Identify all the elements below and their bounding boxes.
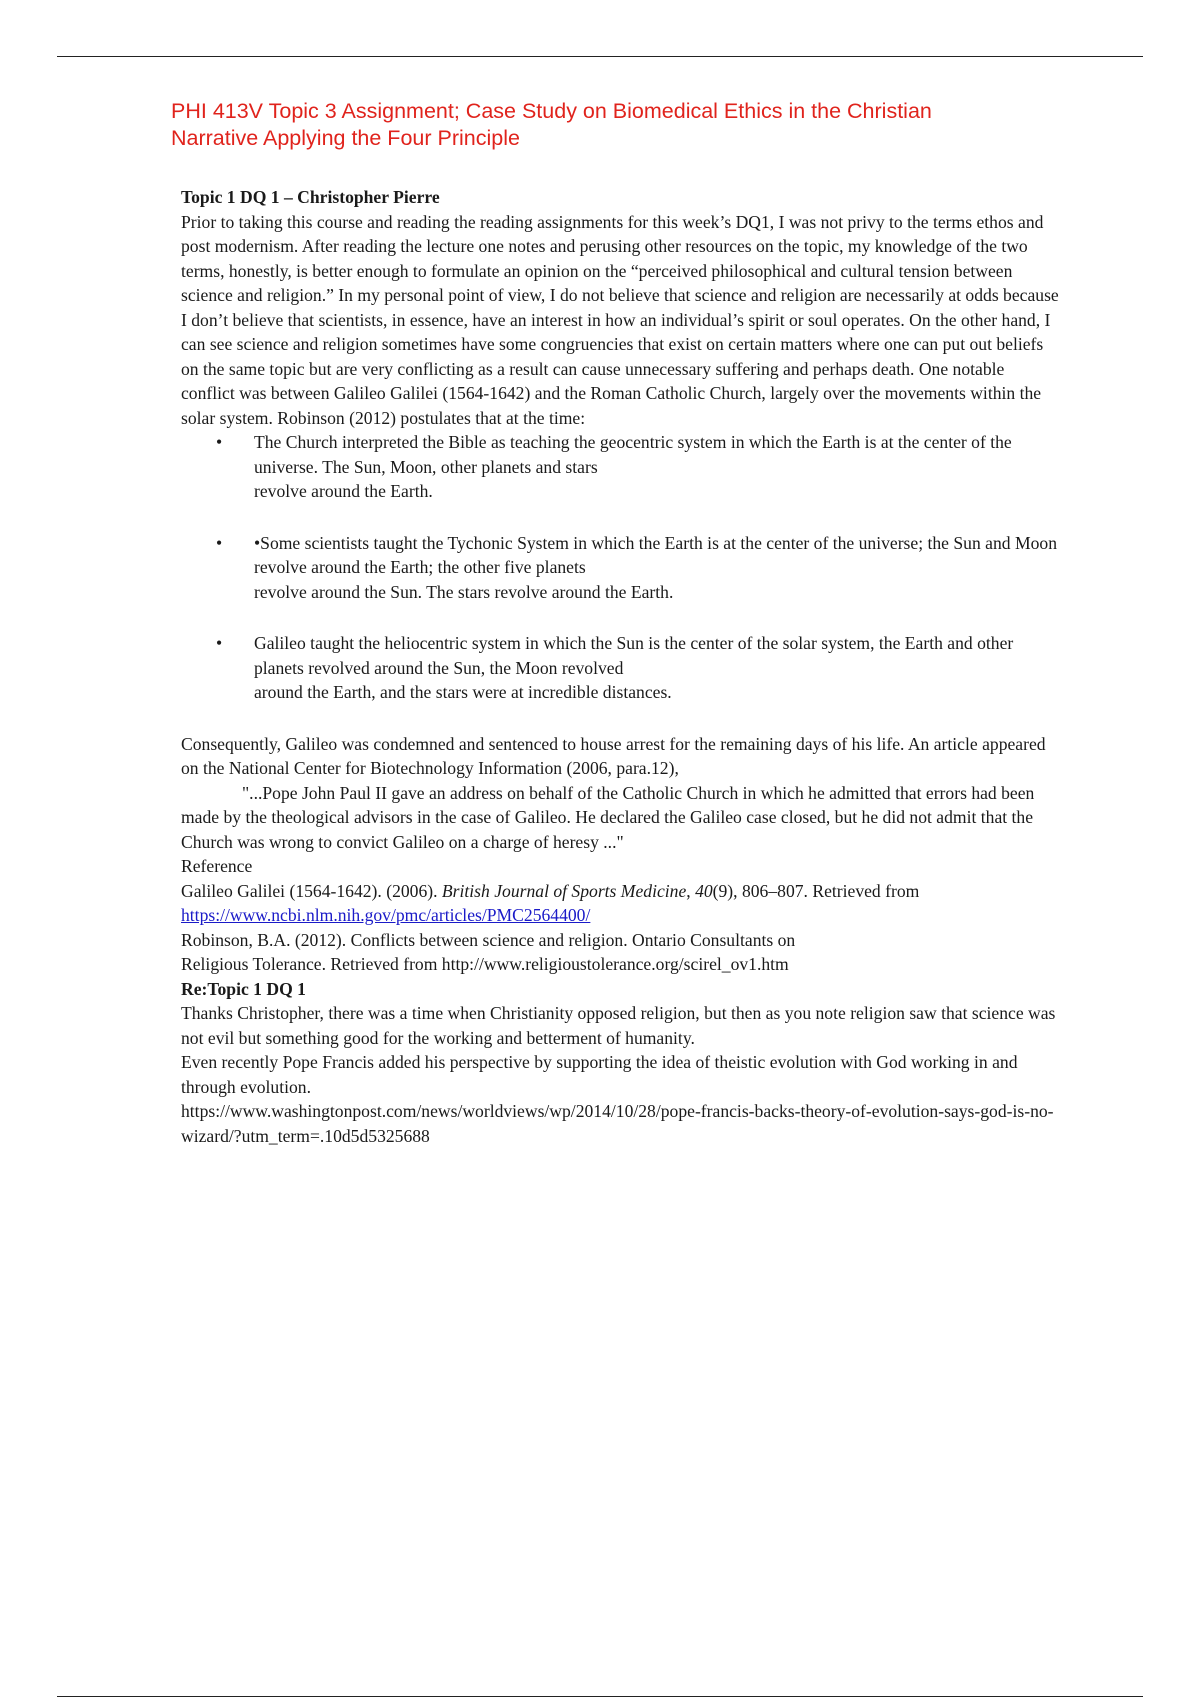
bullet-text: Galileo taught the heliocentric system in which the Sun is the center of the solar system, the Earth and other planets revolved around the Sun, the Moon revolved	[254, 633, 1014, 678]
reference-author-year: Galileo Galilei (1564-1642). (2006).	[181, 880, 442, 901]
list-item	[181, 430, 1061, 504]
intro-paragraph: Prior to taking this course and reading the reading assignments for this week’s DQ1, I was not privy to the terms ethos and post modernism. After reading the lecture one notes and perusing other resources on the topic, my knowledge of the two terms, honestly, is better enough to formulate an opinion on the “perceived philosophical and cultural tension between science and religion.” In my personal point of view, I do not believe that science and religion are necessarily at odds because I don’t believe that scientists, in essence, have an interest in how an individual’s spirit or soul operates. On the other hand, I can see science and religion sometimes have some congruencies that exist on certain matters where one can put out beliefs on the same topic but are very conflicting as a result can cause unnecessary suffering and perhaps death. One notable conflict was between Galileo Galilei (1564-1642) and the Roman Catholic Church, largely over the movements within the solar system. Robinson (2012) postulates that at the time:	[181, 211, 1059, 428]
reply-paragraph-1: Thanks Christopher, there was a time when Christianity opposed religion, but then as you note religion saw that science was not evil but something good for the working and betterment of humanity.	[181, 1003, 1056, 1048]
bullet-marker: •	[216, 432, 223, 452]
reference-volume: 40	[695, 880, 713, 901]
reference-2-line-2: Religious Tolerance. Retrieved from http://www.religioustolerance.org/scirel_ov1.htm	[181, 954, 789, 974]
reply-url: https://www.washingtonpost.com/news/worldviews/wp/2014/10/28/pope-francis-backs-theory-of-evolution-says-god-is-no-wizard/?utm_term=.10d5d5325688	[181, 1101, 1054, 1146]
document-body	[181, 185, 1061, 1148]
reference-heading: Reference	[181, 856, 253, 876]
reference-pages: (9), 806–807. Retrieved from	[712, 880, 920, 901]
bullet-list	[181, 430, 1061, 705]
post-heading: Topic 1 DQ 1 – Christopher Pierre	[181, 187, 440, 207]
reference-separator: ,	[686, 880, 696, 901]
document-title	[171, 98, 1071, 152]
title-line-1: PHI 413V Topic 3 Assignment; Case Study on Biomedical Ethics in the Christian	[171, 99, 932, 123]
reply-paragraph-2: Even recently Pope Francis added his perspective by supporting the idea of theistic evolution with God working in and through evolution.	[181, 1052, 1018, 1097]
bullet-text-continued: revolve around the Earth.	[254, 481, 433, 501]
bullet-marker: •	[216, 532, 223, 553]
block-quote: "...Pope John Paul II gave an address on behalf of the Catholic Church in which he admitted that errors had been made by the theological advisors in the case of Galileo. He declared the Galileo case closed, but he did not admit that the Church was wrong to convict Galileo on a charge of heresy ..."	[181, 782, 1035, 852]
bullet-text: •Some scientists taught the Tychonic System in which the Earth is at the center of the universe; the Sun and Moon revolve around the Earth; the other five planets	[254, 532, 1058, 577]
bullet-text-continued: around the Earth, and the stars were at incredible distances.	[254, 682, 672, 702]
reference-entry-1	[181, 879, 1061, 928]
top-rule	[57, 56, 1143, 57]
bullet-text-continued: revolve around the Sun. The stars revolve around the Earth.	[254, 581, 674, 602]
list-item	[181, 631, 1061, 705]
list-item	[181, 531, 1061, 605]
title-line-2: Narrative Applying the Four Principle	[171, 126, 520, 150]
reference-entry-2	[181, 928, 1061, 977]
reference-link[interactable]: https://www.ncbi.nlm.nih.gov/pmc/articles/PMC2564400/	[181, 905, 591, 925]
bottom-rule	[57, 1696, 1143, 1697]
reply-heading: Re:Topic 1 DQ 1	[181, 978, 306, 999]
bullet-text: The Church interpreted the Bible as teaching the geocentric system in which the Earth is at the center of the universe. The Sun, Moon, other planets and stars	[254, 432, 1012, 477]
consequence-paragraph: Consequently, Galileo was condemned and sentenced to house arrest for the remaining days of his life. An article appeared on the National Center for Biotechnology Information (2006, para.12),	[181, 733, 1046, 778]
reference-2-line-1: Robinson, B.A. (2012). Conflicts between science and religion. Ontario Consultants on	[181, 929, 796, 950]
bullet-marker: •	[216, 633, 223, 653]
reference-journal: British Journal of Sports Medicine	[441, 880, 687, 901]
